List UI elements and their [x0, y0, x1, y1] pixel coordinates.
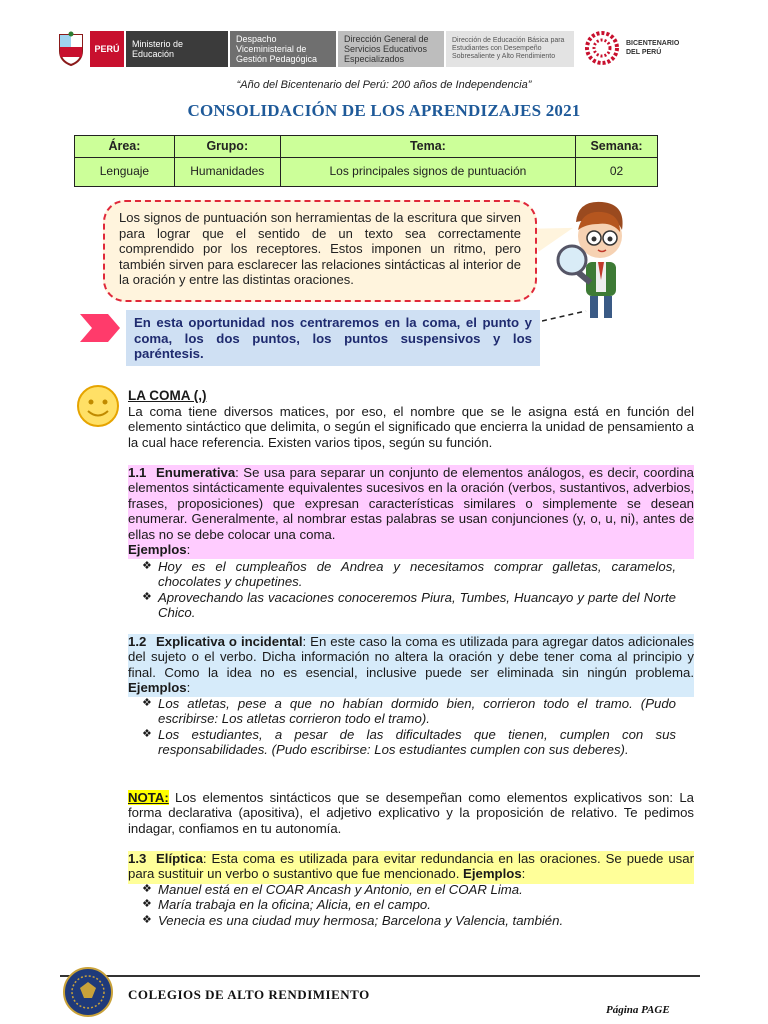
- examples-enumerativa: [158, 559, 676, 621]
- focus-statement: En esta oportunidad nos centraremos en la coma, el punto y coma, los dos puntos, los puntos suspensivos y los paréntesis.: [126, 310, 540, 366]
- section-explicativa: 1.2 Explicativa o incidental: En este caso la coma es utilizada para agregar datos adicionales del sujeto o el verbo. Dicha información no altera la oración y debe tener coma al principio y final. Como la idea no es esencial, inclusive puede ser eliminada sin ningún problema. Ejemplos:: [128, 634, 694, 696]
- examples-label: Ejemplos: [128, 542, 187, 558]
- coma-intro-paragraph: La coma tiene diversos matices, por eso, el nombre que se le asigna está en función del elemento sintáctico que delimita, o según el significado que encierra la unidad de pensamiento a la cual hace referencia. Existen varios tipos, según su función.: [128, 404, 694, 450]
- section-text: : En este caso la coma es utilizada para agregar datos adicionales del sujeto o el verbo. Dicha información no altera la oración y debe tener coma al principio y final. Como la idea no es esencial, inclusive puede ser eliminada sin ningún problema.: [128, 634, 694, 680]
- section-name: Elíptica: [156, 851, 203, 866]
- nota-label: NOTA:: [128, 790, 169, 805]
- list-item: ❖ Los estudiantes, a pesar de las dificultades que tienen, cumplen con sus responsabilidades. (Pudo escribirse: Los estudiantes cumplen con sus deberes).: [158, 727, 676, 758]
- ministry-label: Ministerio de Educación: [126, 31, 228, 67]
- info-table: [74, 135, 658, 187]
- nota-paragraph: [128, 790, 694, 836]
- peru-label: PERÚ: [90, 31, 124, 67]
- examples-explicativa: [158, 696, 676, 758]
- footer-divider: [60, 975, 700, 977]
- value-group: Humanidades: [174, 157, 280, 186]
- chevron-arrow-icon: [78, 312, 122, 344]
- header-area: Área:: [75, 136, 175, 158]
- examples-label: Ejemplos: [463, 866, 522, 882]
- year-motto: “Año del Bicentenario del Perú: 200 años de Independencia”: [236, 79, 532, 91]
- list-item: ❖ Manuel está en el COAR Ancash y Antonio, en el COAR Lima.: [158, 882, 676, 897]
- direction-label: Dirección de Educación Básica para Estudiantes con Desempeño Sobresaliente y Alto Rendimiento: [446, 31, 574, 67]
- value-topic: Los principales signos de puntuación: [280, 157, 575, 186]
- section-text: : Esta coma es utilizada para evitar redundancia en las oraciones. Se puede usar para sustituir un verbo o sustantivo que fue mencionado.: [128, 851, 694, 882]
- value-area: Lenguaje: [75, 157, 175, 186]
- page-number-label: Página PAGE: [606, 1004, 670, 1016]
- intro-speech-bubble: Los signos de puntuación son herramientas de la escritura que sirven para lograr que el sentido de un texto sea correctamente comprendido por los receptores. Estos imponen un ritmo, pero también sirven para esclarecer las relaciones sintácticas al interior de la oración y entre las distintas oraciones.: [103, 200, 537, 302]
- bicentennial-label: BICENTENARIO DEL PERÚ: [626, 40, 680, 56]
- list-item: ❖ María trabaja en la oficina; Alicia, en el campo.: [158, 897, 676, 912]
- section-eliptica: 1.3 Elíptica: Esta coma es utilizada para evitar redundancia en las oraciones. Se puede usar para sustituir un verbo o sustantivo que fue mencionado. Ejemplos:: [128, 851, 694, 884]
- smiley-face-icon: [76, 384, 120, 428]
- header-logos: [56, 28, 574, 70]
- section-title-coma: LA COMA (,): [128, 388, 207, 403]
- examples-eliptica: [158, 882, 676, 928]
- list-item: ❖ Los atletas, pese a que no habían dormido bien, corrieron todo el tramo. (Pudo escribirse: Los atletas corrieron todo el tramo).: [158, 696, 676, 727]
- section-name: Explicativa o incidental: [156, 634, 303, 649]
- peru-coat-of-arms-icon: [56, 31, 86, 67]
- dashed-connector: [542, 309, 588, 323]
- vice-ministry-label: Despacho Viceministerial de Gestión Pedagógica: [230, 31, 336, 67]
- bicentennial-logo: [584, 30, 686, 66]
- section-number: 1.3: [128, 851, 147, 866]
- section-number: 1.2: [128, 634, 147, 649]
- section-name: Enumerativa: [156, 465, 236, 480]
- nota-text: Los elementos sintácticos que se desempeñan como elementos explicativos son: La forma declarativa (apositiva), el adjetivo explicativo y la proposición de relativo. Te pedimos indagar, confiamos en tu autonomía.: [128, 790, 694, 836]
- page-title: CONSOLIDACIÓN DE LOS APRENDIZAJES 2021: [187, 101, 581, 120]
- boy-with-magnifier-illustration: [556, 196, 640, 324]
- section-text: : Se usa para separar un conjunto de elementos análogos, es decir, coordina elementos sintácticamente equivalentes sucesivos en la oración (verbos, sustantivos, adverbios, frases, proposiciones) que expresan características similares o simplemente se desean enumerar. Generalmente, al nombrar estas palabras se usan conjunciones (y, o, u, ni), antes de ellas no se debe colocar una coma.: [128, 465, 694, 542]
- header-topic: Tema:: [280, 136, 575, 158]
- header-week: Semana:: [576, 136, 658, 158]
- info-value-row: [75, 157, 658, 186]
- value-week: 02: [576, 157, 658, 186]
- info-header-row: [75, 136, 658, 158]
- direction-general-label: Dirección General de Servicios Educativos Especializados: [338, 31, 444, 67]
- section-number: 1.1: [128, 465, 147, 480]
- list-item: ❖ Aprovechando las vacaciones conoceremos Piura, Tumbes, Huancayo y parte del Norte Chico.: [158, 590, 676, 621]
- institution-seal-icon: [62, 966, 114, 1018]
- section-enumerativa: 1.1 Enumerativa: Se usa para separar un conjunto de elementos análogos, es decir, coordina elementos sintácticamente equivalentes sucesivos en la oración (verbos, sustantivos, adverbios, frases, proposiciones) que expresan características similares o simplemente se desean enumerar. Generalmente, al nombrar estas palabras se usan conjunciones (y, o, u, ni), antes de ellas no se debe colocar una coma. Ejemplos:: [128, 465, 694, 558]
- header-group: Grupo:: [174, 136, 280, 158]
- bicentennial-emblem-icon: [584, 30, 620, 66]
- list-item: ❖ Hoy es el cumpleaños de Andrea y necesitamos comprar galletas, caramelos, chocolates y chupetines.: [158, 559, 676, 590]
- footer-institution: COLEGIOS DE ALTO RENDIMIENTO: [128, 987, 370, 1002]
- examples-label: Ejemplos: [128, 680, 187, 696]
- list-item: ❖ Venecia es una ciudad muy hermosa; Barcelona y Valencia, también.: [158, 913, 676, 928]
